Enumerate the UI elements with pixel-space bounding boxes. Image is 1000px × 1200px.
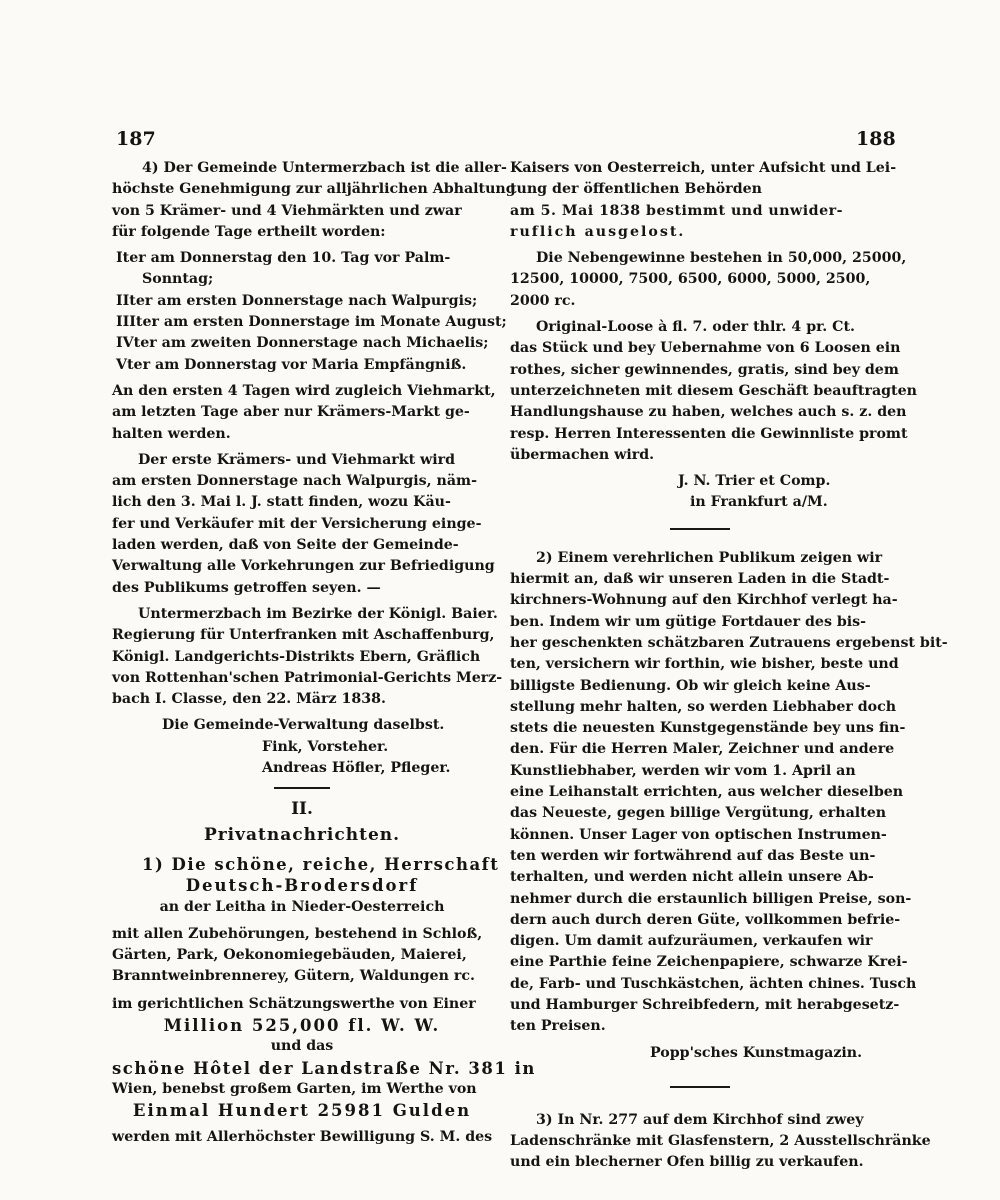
text-line: am letzten Tage aber nur Krämers-Markt ge- (112, 404, 470, 421)
estate-name: Deutsch-Brodersdorf (185, 876, 419, 896)
market-notice-paragraph (112, 381, 496, 445)
text-line: ten, versichern wir forthin, wie bisher, beste und (510, 656, 899, 673)
lottery-date: am 5. Mai 1838 bestimmt und unwider- (510, 202, 843, 219)
text-line: kirchners-Wohnung auf den Kirchhof verlegt ha- (510, 592, 898, 609)
text-line: laden werden, daß von Seite der Gemeinde- (112, 537, 459, 554)
text-line: mit allen Zubehörungen, bestehend in Schloß, (112, 925, 483, 942)
lottery-date: ruflich ausgelost. (510, 223, 686, 240)
text-line: Königl. Landgerichts-Distrikts Ebern, Gräflich (112, 648, 481, 665)
left-column (112, 158, 536, 1154)
estate-title: 1) Die schöne, reiche, Herrschaft (142, 854, 500, 874)
page-number-right: 188 (856, 128, 896, 150)
text-line: und ein blecherner Ofen billig zu verkaufen. (510, 1154, 864, 1171)
lottery-continuation (510, 158, 897, 243)
list-item: IIIter am ersten Donnerstage im Monate August; (116, 314, 507, 331)
hotel-line: Wien, benebst großem Garten, im Werthe von (112, 1080, 477, 1097)
text-line: Handlungshause zu haben, welches auch s. z. den (510, 404, 907, 421)
furniture-advert (510, 1110, 931, 1174)
section-number: II. (291, 799, 313, 820)
section-divider (670, 1086, 730, 1088)
text-line: lich den 3. Mai l. J. statt finden, wozu Käu- (112, 494, 451, 511)
shop-advert (510, 548, 948, 1038)
text-line: Regierung für Unterfranken mit Aschaffenburg, (112, 627, 495, 644)
text-line: Der erste Krämers- und Viehmarkt wird (138, 451, 456, 468)
text-line: ben. Indem wir um gütige Fortdauer des bis- (510, 613, 867, 630)
text-line: des Publikums getroffen seyen. — (112, 579, 381, 596)
text-line: fer und Verkäufer mit der Versicherung einge- (112, 515, 482, 532)
signature-name: Andreas Höfler, Pfleger. (262, 760, 451, 777)
text-line: hiermit an, daß wir unseren Laden in die Stadt- (510, 571, 890, 588)
text-line: eine Parthie feine Zeichenpapiere, schwarze Krei- (510, 954, 908, 971)
list-item: Iter am Donnerstag den 10. Tag vor Palm- (116, 250, 451, 267)
market-notice-paragraph (112, 450, 495, 599)
text-line: her geschenkten schätzbaren Zutrauens ergebenst bit- (510, 634, 948, 651)
text-line: höchste Genehmigung zur alljährlichen Abhaltung (112, 181, 516, 198)
text-line: von Rottenhan'schen Patrimonial-Gerichts Merz- (112, 669, 503, 686)
text-line: unterzeichneten mit diesem Geschäft beauftragten (510, 382, 917, 399)
estate-advert (112, 854, 536, 1149)
firm-location: in Frankfurt a/M. (690, 494, 828, 511)
shop-name: Popp'sches Kunstmagazin. (650, 1044, 863, 1061)
section-title: Privatnachrichten. (203, 824, 401, 845)
list-item: Vter am Donnerstag vor Maria Empfängniß. (116, 356, 467, 373)
text-line: werden mit Allerhöchster Bewilligung S. M. des (112, 1129, 493, 1146)
text-line: eine Leihanstalt errichten, aus welcher dieselben (510, 784, 904, 801)
text-line: können. Unser Lager von optischen Instrumen- (510, 826, 887, 843)
firm-name: J. N. Trier et Comp. (678, 473, 831, 490)
section-divider (274, 787, 330, 789)
market-notice-place-date (112, 604, 503, 710)
market-days-list (112, 248, 507, 376)
text-line: ten Preisen. (510, 1018, 606, 1035)
list-item: IVter am zweiten Donnerstage nach Michaelis; (116, 335, 489, 352)
estate-location: an der Leitha in Nieder-Oesterreich (159, 898, 445, 915)
text-line: tung der öffentlichen Behörden (510, 181, 762, 198)
text-line: terhalten, und werden nicht allein unsere Ab- (510, 869, 874, 886)
market-notice-intro (112, 158, 516, 243)
estate-value-amount: Million 525,000 fl. W. W. (163, 1015, 441, 1035)
text-line: 3) In Nr. 277 auf dem Kirchhof sind zwey (536, 1111, 864, 1128)
text-line: stellung mehr halten, so werden Liebhaber doch (510, 698, 897, 715)
text-line: 2) Einem verehrlichen Publikum zeigen wir (536, 549, 883, 566)
signature-office: Die Gemeinde-Verwaltung daselbst. (162, 717, 445, 734)
lottery-tickets (510, 317, 917, 466)
text-line: von 5 Krämer- und 4 Viehmärkten und zwar (112, 202, 462, 219)
text-line: halten werden. (112, 425, 231, 442)
text-line: Kaisers von Oesterreich, unter Aufsicht und Lei- (510, 160, 897, 176)
lottery-prizes (510, 248, 907, 312)
lottery-firm-signature (510, 471, 890, 514)
text-line: rothes, sicher gewinnendes, gratis, sind bey dem (510, 361, 899, 378)
text-line: resp. Herren Interessenten die Gewinnliste promt (510, 425, 908, 442)
text-line: digen. Um damit aufzuräumen, verkaufen wir (510, 933, 873, 950)
text-line: Gärten, Park, Oekonomiegebäuden, Maierei, (112, 947, 467, 964)
text-line: 4) Der Gemeinde Untermerzbach ist die aller- (142, 160, 507, 176)
text-line: den. Für die Herren Maler, Zeichner und andere (510, 741, 895, 758)
estate-value: im gerichtlichen Schätzungswerthe von Einer (112, 995, 476, 1012)
text-line: Original-Loose à fl. 7. oder thlr. 4 pr. Ct. (536, 319, 855, 336)
list-item: IIter am ersten Donnerstage nach Walpurgis; (116, 292, 478, 309)
market-notice-signature (112, 715, 492, 779)
text-line: übermachen wird. (510, 446, 655, 463)
text-line: de, Farb- und Tuschkästchen, ächten chines. Tusch (510, 975, 917, 992)
text-line: und das (270, 1038, 334, 1055)
list-item: Sonntag; (142, 271, 214, 288)
hotel-line: schöne Hôtel der Landstraße Nr. 381 in (112, 1058, 536, 1078)
hotel-value: Einmal Hundert 25981 Gulden (132, 1101, 472, 1121)
shop-signature (510, 1043, 890, 1064)
text-line: 12500, 10000, 7500, 6500, 6000, 5000, 2500, (510, 271, 871, 288)
text-line: und Hamburger Schreibfedern, mit herabgesetz- (510, 996, 900, 1013)
text-line: Kunstliebhaber, werden wir vom 1. April an (510, 762, 856, 779)
text-line: billigste Bedienung. Ob wir gleich keine Aus- (510, 677, 871, 694)
text-line: am ersten Donnerstage nach Walpurgis, näm- (112, 473, 477, 490)
text-line: 2000 rc. (510, 292, 576, 309)
text-line: Verwaltung alle Vorkehrungen zur Befriedigung (112, 558, 495, 575)
text-line: An den ersten 4 Tagen wird zugleich Viehmarkt, (112, 382, 496, 399)
signature-name: Fink, Vorsteher. (262, 738, 389, 755)
text-line: dern auch durch deren Güte, vollkommen befrie- (510, 911, 901, 928)
text-line: nehmer durch die erstaunlich billigen Preise, son- (510, 890, 912, 907)
page-number-left: 187 (116, 128, 156, 150)
text-line: Die Nebengewinne bestehen in 50,000, 25000, (536, 250, 907, 267)
text-line: das Neueste, gegen billige Vergütung, erhalten (510, 805, 887, 822)
text-line: Ladenschränke mit Glasfenstern, 2 Ausstellschränke (510, 1133, 931, 1150)
text-line: stets die neuesten Kunstgegenstände bey uns fin- (510, 720, 906, 737)
text-line: bach I. Classe, den 22. März 1838. (112, 691, 386, 708)
text-line: für folgende Tage ertheilt worden: (112, 223, 386, 240)
text-line: das Stück und bey Uebernahme von 6 Loosen ein (510, 340, 901, 357)
section-divider (670, 528, 730, 530)
text-line: Branntweinbrennerey, Gütern, Waldungen rc. (112, 968, 475, 985)
text-line: ten werden wir fortwährend auf das Beste un- (510, 847, 876, 864)
right-column (510, 158, 948, 1179)
text-line: Untermerzbach im Bezirke der Königl. Baier. (138, 605, 498, 622)
